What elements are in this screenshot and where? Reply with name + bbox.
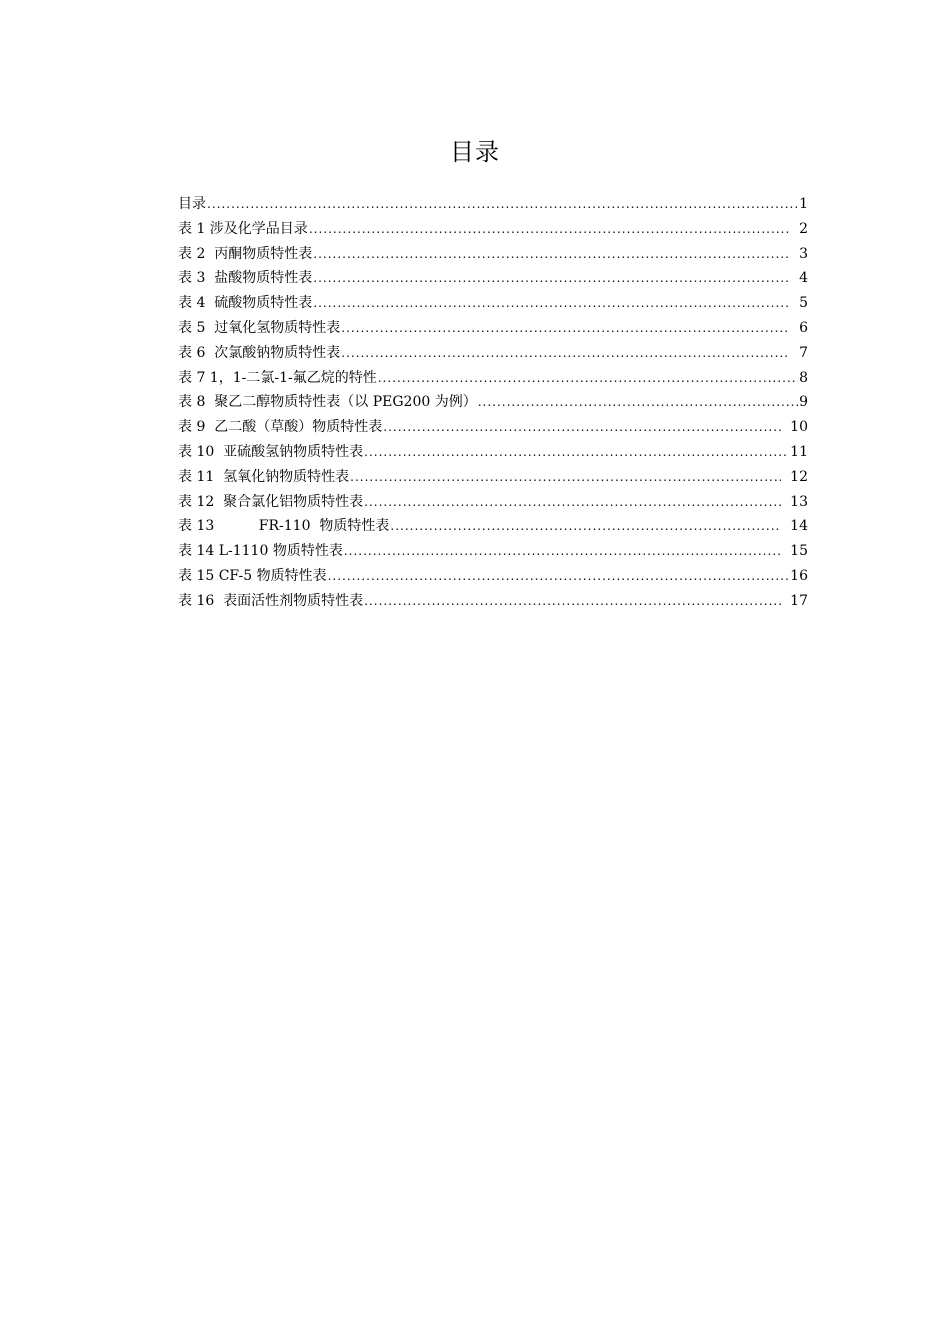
toc-entry-label: 表 6 次氯酸钠物质特性表 [178,344,341,361]
toc-entry[interactable] [178,341,808,366]
toc-entry[interactable] [178,192,808,217]
toc-entry[interactable] [178,291,808,316]
toc-leader [309,217,790,242]
toc-entry-label: 表 11 氢氧化钠物质特性表 [178,468,350,485]
toc-entry-page: 2 [799,220,808,237]
toc-entry[interactable] [178,440,808,465]
toc-entry[interactable] [178,217,808,242]
toc-entry-label: 表 13 FR-110 物质特性表 [178,518,390,535]
toc-entry-page: 14 [790,518,808,535]
toc-entry-label: 表 4 硫酸物质特性表 [178,295,313,312]
toc-entry-page: 1 [799,196,808,212]
toc-leader [378,366,798,391]
toc-entry-label: 表 16 表面活性剂物质特性表 [178,592,364,609]
toc-leader [341,316,790,341]
toc-entry[interactable] [178,514,808,539]
toc-entry-page: 8 [799,369,808,386]
toc-entry[interactable] [178,465,808,490]
toc-entry-label: 表 12 聚合氯化铝物质特性表 [178,493,364,510]
toc-entry-label: 表 7 1，1-二氯-1-氟乙烷的特性 [178,369,377,386]
toc-entry[interactable] [178,564,808,589]
toc-leader [207,192,798,217]
toc-entry[interactable] [178,415,808,440]
toc-entry[interactable] [178,266,808,291]
toc-entry[interactable] [178,490,808,515]
toc-entry-label: 表 1 涉及化学品目录 [178,220,308,237]
toc-entry-label: 表 8 聚乙二醇物质特性表（以 PEG200 为例） [178,394,477,411]
toc-entry[interactable] [178,242,808,267]
toc-title-text: 目录 [450,138,500,166]
toc-leader [344,539,781,564]
toc-entry-page: 17 [790,592,808,609]
toc-entry[interactable] [178,366,808,391]
toc-leader [383,415,781,440]
toc-entry-page: 11 [790,443,808,460]
toc-entry-page: 7 [799,344,808,361]
toc-leader [313,242,790,267]
toc-entry-page: 13 [790,493,808,510]
toc-entry-label: 表 3 盐酸物质特性表 [178,270,313,287]
toc-entry-page: 16 [790,567,808,584]
toc-entry-page: 4 [799,270,808,287]
toc-entry-page: 9 [799,394,808,411]
toc-leader [390,514,781,539]
toc-title [0,136,950,168]
toc-leader [364,589,781,614]
toc-leader [313,291,790,316]
toc-leader [313,266,790,291]
toc-entry[interactable] [178,539,808,564]
toc-entry-label: 表 15 CF-5 物质特性表 [178,567,327,584]
toc-entry[interactable] [178,390,808,415]
toc-entry-label: 目录 [178,196,206,212]
toc-leader [364,490,781,515]
toc-entry-label: 表 10 亚硫酸氢钠物质特性表 [178,443,364,460]
toc-entry[interactable] [178,589,808,614]
toc-entry-page: 12 [790,468,808,485]
toc-leader [328,564,790,589]
toc-entry-label: 表 5 过氧化氢物质特性表 [178,319,341,336]
toc-entry-page: 15 [790,543,808,560]
toc-entry-label: 表 9 乙二酸（草酸）物质特性表 [178,419,383,436]
toc-entry-label: 表 2 丙酮物质特性表 [178,245,313,262]
toc-entry-page: 10 [790,419,808,436]
toc-leader [364,440,789,465]
toc-leader [350,465,781,490]
toc-entry-page: 5 [799,295,808,312]
toc-entry-label: 表 14 L-1110 物质特性表 [178,543,343,560]
toc-leader [341,341,790,366]
toc-leader [478,390,798,415]
table-of-contents [178,192,808,614]
toc-entry-page: 6 [799,319,808,336]
toc-entry[interactable] [178,316,808,341]
toc-entry-page: 3 [799,245,808,262]
